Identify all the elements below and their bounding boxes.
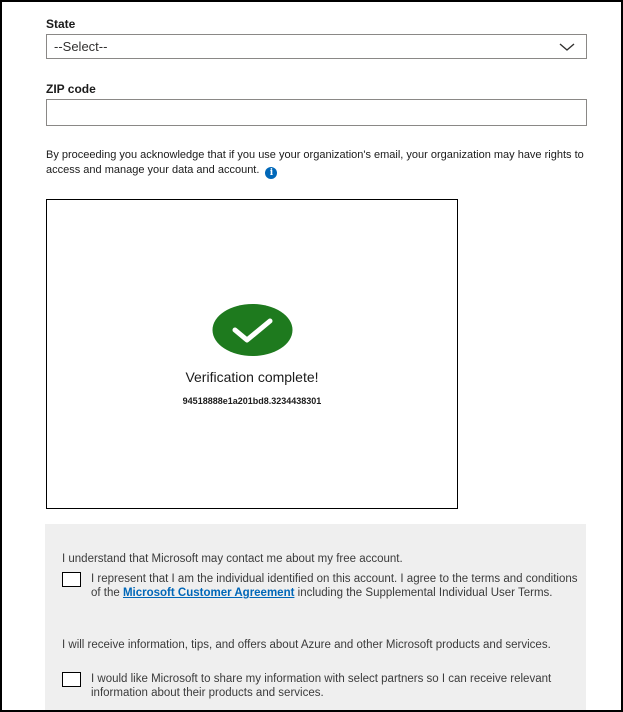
agreements-panel <box>45 524 586 710</box>
customer-agreement-link[interactable]: Microsoft Customer Agreement <box>122 587 295 599</box>
partners-text: I would like Microsoft to share my information with select partners so I can receive relevant information about their products and services. <box>91 673 552 699</box>
represent-text <box>91 572 579 600</box>
verification-token: 94518888e1a201bd8.3234438301 <box>182 396 322 406</box>
org-email-notice <box>46 148 591 179</box>
represent-checkbox[interactable] <box>62 572 81 587</box>
chevron-down-icon <box>558 41 576 53</box>
partners-checkbox[interactable] <box>62 672 81 687</box>
checkmark-circle-icon <box>212 304 293 356</box>
represent-text-after: including the Supplemental Individual User Terms. <box>294 587 553 599</box>
offers-notice: I will receive information, tips, and offers about Azure and other Microsoft products and services. <box>62 639 551 651</box>
state-label: State <box>46 17 76 31</box>
notice-text: By proceeding you acknowledge that if you use your organization's email, your organization may have rights to access and manage your data and account. <box>46 149 584 176</box>
contact-notice: I understand that Microsoft may contact me about my free account. <box>62 553 403 565</box>
info-icon[interactable]: i <box>265 167 277 179</box>
represent-text-before: I represent that I am the individual identified on this account. I agree to the terms and conditions of the <box>91 573 578 599</box>
zip-label: ZIP code <box>46 82 96 96</box>
verification-title: Verification complete! <box>185 369 319 385</box>
verification-panel <box>46 199 458 509</box>
state-select[interactable] <box>46 34 587 59</box>
zip-input[interactable] <box>46 99 587 126</box>
state-select-value: --Select-- <box>54 39 108 54</box>
